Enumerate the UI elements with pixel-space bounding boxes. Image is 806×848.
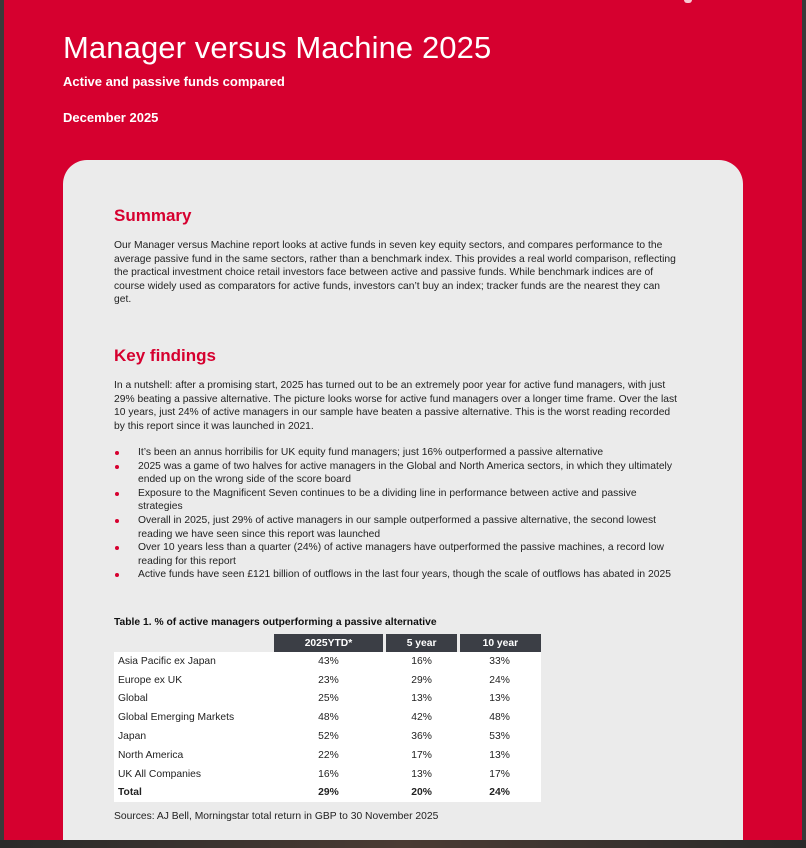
- cell-ytd: 23%: [318, 674, 339, 686]
- column-header-ytd: 2025YTD*: [272, 634, 385, 652]
- table-total-row: [114, 784, 541, 803]
- column-header-5-year: 5 year: [385, 634, 458, 652]
- list-item: Overall in 2025, just 29% of active managers in our sample outperformed a passive alternative, the second lowest reading we have seen since this report was launched: [114, 514, 674, 541]
- row-name: Japan: [118, 731, 147, 743]
- cell-5-year: 16%: [411, 655, 432, 667]
- cell-5-year: 42%: [411, 712, 432, 724]
- table-row: [114, 708, 541, 727]
- cell-10-year: 53%: [489, 731, 510, 743]
- cell-5-year: 17%: [411, 749, 432, 761]
- cell-5-year: 29%: [411, 674, 432, 686]
- list-item: 2025 was a game of two halves for active managers in the Global and North America sectors, in which they ultimately ended up on the wrong side of the score board: [114, 460, 674, 487]
- list-item: It’s been an annus horribilis for UK equity fund managers; just 16% outperformed a passive alternative: [114, 446, 674, 460]
- report-date: December 2025: [63, 110, 159, 125]
- table-row: [114, 652, 541, 671]
- row-name: UK All Companies: [118, 768, 201, 780]
- cell-ytd: 52%: [318, 731, 339, 743]
- cell-ytd: 43%: [318, 655, 339, 667]
- table-row: [114, 746, 541, 765]
- row-name: Global: [118, 693, 148, 705]
- cell-10-year: 13%: [489, 749, 510, 761]
- row-name: Global Emerging Markets: [118, 712, 235, 724]
- cell-5-year: 36%: [411, 731, 432, 743]
- row-name: Total: [118, 787, 142, 799]
- table-sources: Sources: AJ Bell, Morningstar total return in GBP to 30 November 2025: [114, 811, 439, 822]
- key-findings-heading: Key findings: [114, 346, 217, 365]
- top-decoration: [684, 0, 692, 3]
- table-row: [114, 765, 541, 784]
- content-card: [63, 160, 743, 840]
- table-row: [114, 690, 541, 709]
- table-caption: Table 1. % of active managers outperforming a passive alternative: [114, 617, 437, 628]
- cell-ytd: 48%: [318, 712, 339, 724]
- cell-ytd: 16%: [318, 768, 339, 780]
- outperformance-table: [114, 634, 541, 802]
- cell-5-year: 13%: [411, 693, 432, 705]
- row-name: Asia Pacific ex Japan: [118, 655, 216, 667]
- list-item: Active funds have seen £121 billion of outflows in the last four years, though the scale of outflows has abated in 2025: [114, 568, 674, 582]
- row-name: Europe ex UK: [118, 674, 183, 686]
- key-findings-list: [114, 446, 674, 582]
- page-subtitle: Active and passive funds compared: [63, 74, 285, 89]
- page-title: Manager versus Machine 2025: [63, 30, 492, 65]
- cell-5-year: 20%: [411, 787, 432, 799]
- cell-ytd: 29%: [318, 787, 339, 799]
- cell-10-year: 13%: [489, 693, 510, 705]
- report-page: [4, 0, 802, 840]
- list-item: Exposure to the Magnificent Seven continues to be a dividing line in performance between active and passive strategies: [114, 487, 674, 514]
- key-findings-intro: In a nutshell: after a promising start, 2025 has turned out to be an extremely poor year for active fund managers, with just 29% beating a passive alternative. The picture looks worse for active fund managers over a longer time frame. Over the last 10 years, just 24% of active managers in our sample have beaten a passive alternative. This is the worst reading recorded by this report since it was launched in 2021.: [114, 380, 677, 432]
- list-item: Over 10 years less than a quarter (24%) of active managers have outperformed the passive machines, a record low reading for this report: [114, 541, 674, 568]
- column-header-10-year: 10 year: [458, 634, 541, 652]
- summary-heading: Summary: [114, 206, 192, 225]
- row-name: North America: [118, 749, 184, 761]
- cell-10-year: 24%: [489, 787, 510, 799]
- table-row: [114, 671, 541, 690]
- table-header-blank: [114, 634, 272, 652]
- cell-ytd: 25%: [318, 693, 339, 705]
- table-header-row: [114, 634, 541, 652]
- table-row: [114, 727, 541, 746]
- cell-10-year: 48%: [489, 712, 510, 724]
- cell-ytd: 22%: [318, 749, 339, 761]
- cell-10-year: 33%: [489, 655, 510, 667]
- cell-5-year: 13%: [411, 768, 432, 780]
- summary-text: Our Manager versus Machine report looks at active funds in seven key equity sectors, and compares performance to the average passive fund in the same sectors, rather than a benchmark index. This provides a real world comparison, reflecting the practical investment choice retail investors face between active and passive funds. While benchmark indices are of course widely used as comparators for active funds, investors can’t buy an index; tracker funds are the nearest they can get.: [114, 240, 676, 306]
- bottom-bar: [0, 840, 806, 848]
- cell-10-year: 24%: [489, 674, 510, 686]
- cell-10-year: 17%: [489, 768, 510, 780]
